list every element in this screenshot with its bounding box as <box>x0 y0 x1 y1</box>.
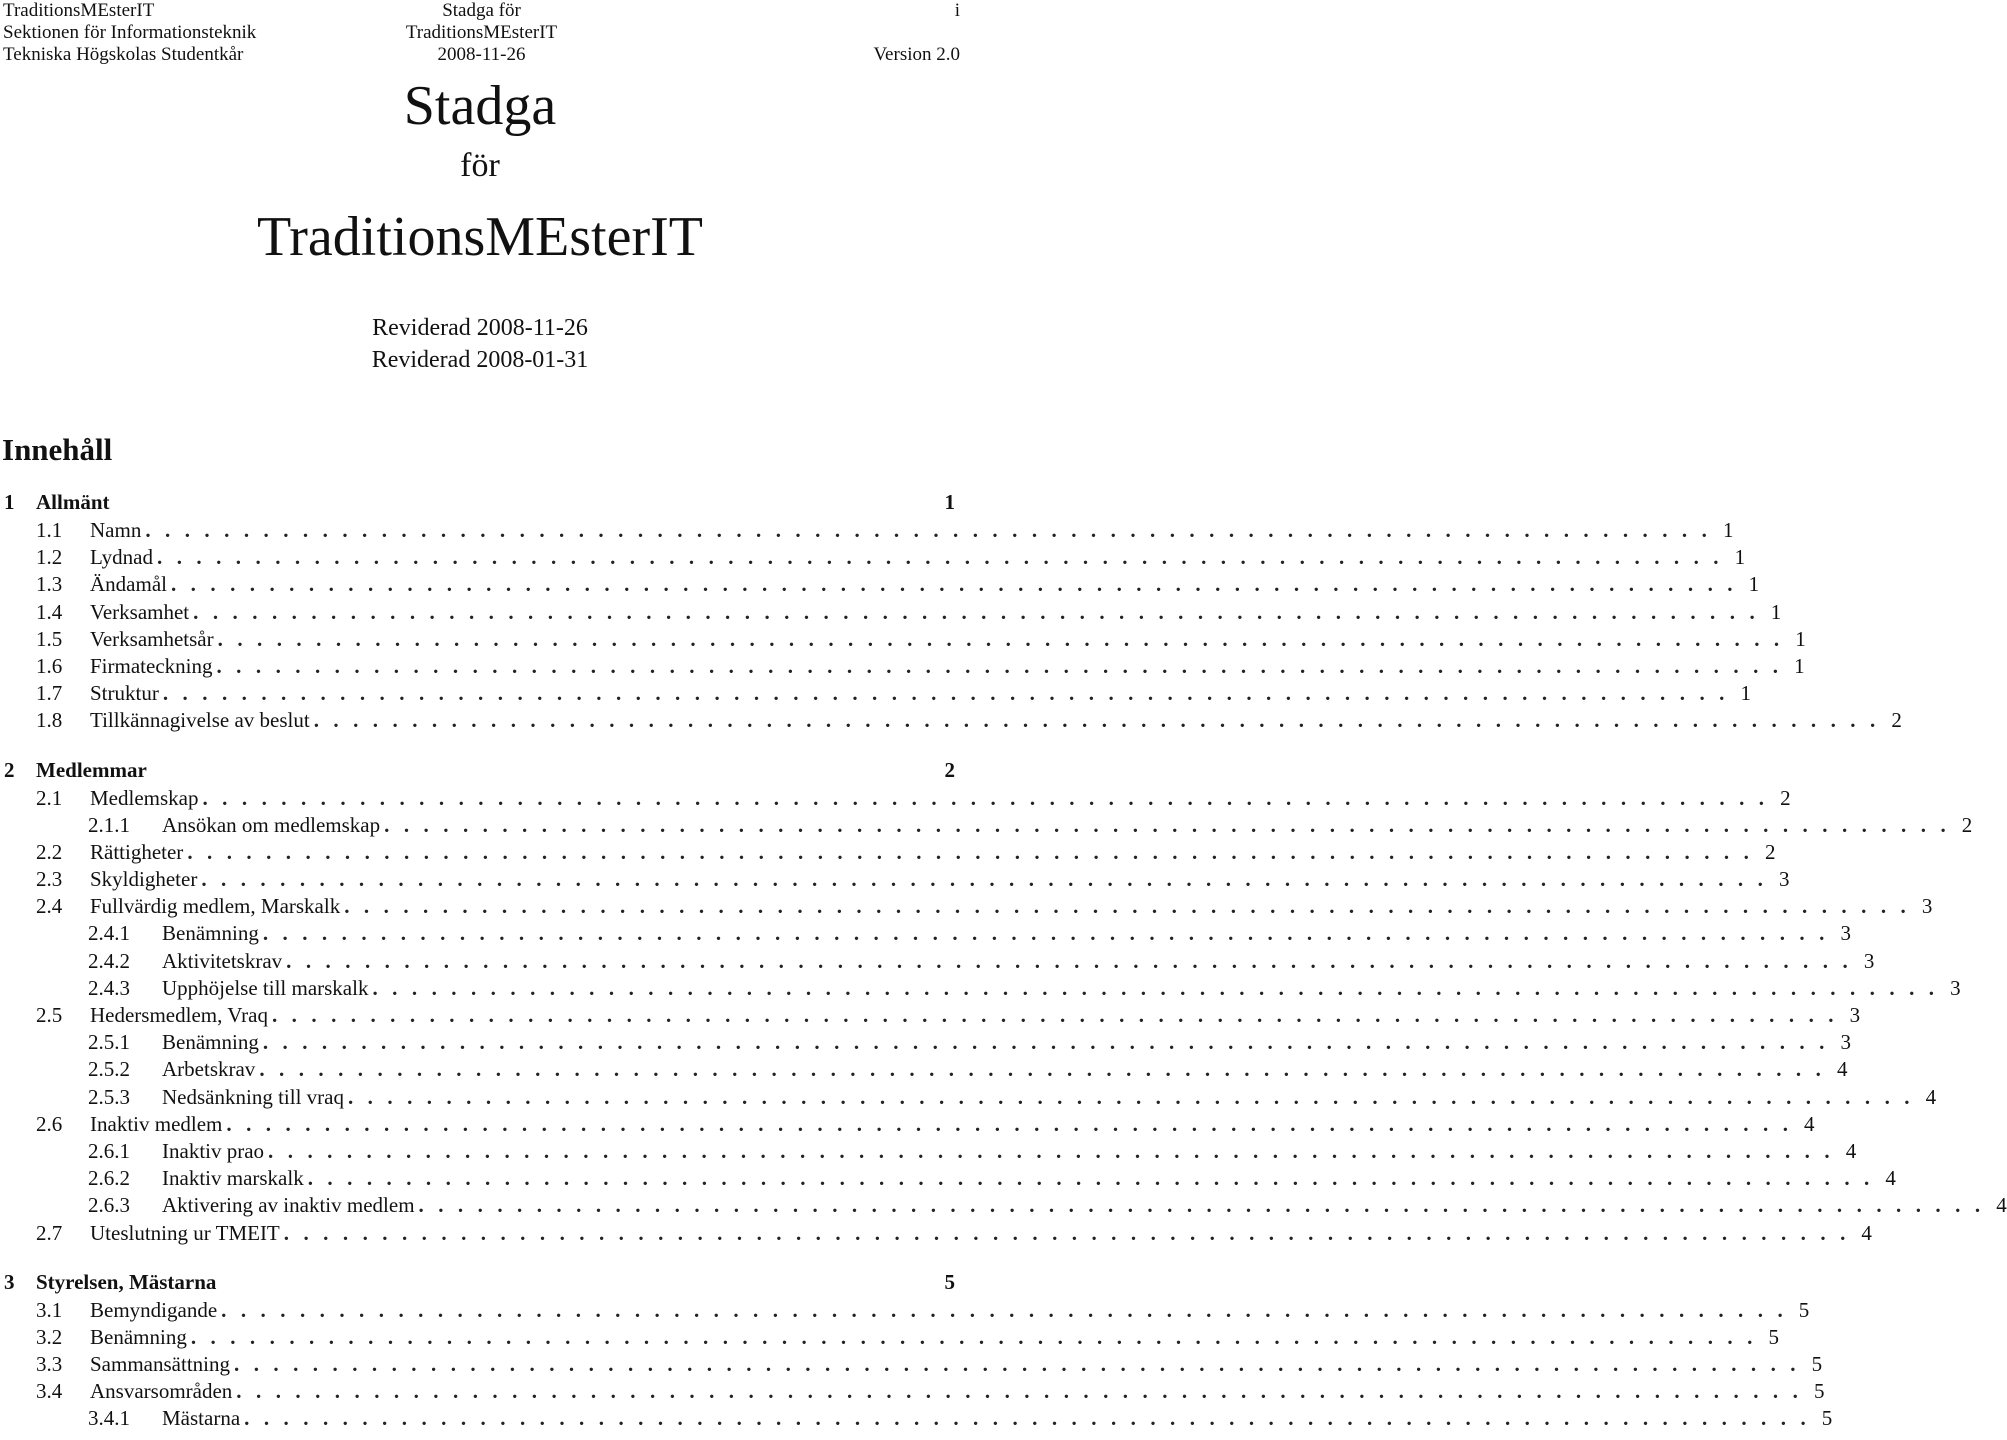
doc-title-for: för <box>460 147 500 184</box>
toc-entry-title: Fullvärdig medlem, Marskalk <box>90 894 341 919</box>
toc-dot-leader: . . . . . . . . . . . . . . . . . . . . . . . . . . . . . . . . . . . . . . . . . . . . . . . . . . . . . . . . . . . . . . . . . . . . . . . . . . . . . . . . <box>202 785 1769 810</box>
toc-entry-number: 2.3 <box>36 867 63 892</box>
toc-entry-page: 1 <box>1748 572 1760 597</box>
toc-entry[interactable] <box>4 812 1973 840</box>
toc-dot-leader: . . . . . . . . . . . . . . . . . . . . . . . . . . . . . . . . . . . . . . . . . . . . . . . . . . . . . . . . . . . . . . . . . . . . . . . . . . . . . . . . <box>344 894 1911 919</box>
toc-dot-leader: . . . . . . . . . . . . . . . . . . . . . . . . . . . . . . . . . . . . . . . . . . . . . . . . . . . . . . . . . . . . . . . . . . . . . . . . . . . . . . . . <box>307 1166 1874 1191</box>
toc-dot-leader: . . . . . . . . . . . . . . . . . . . . . . . . . . . . . . . . . . . . . . . . . . . . . . . . . . . . . . . . . . . . . . . . . . . . . . . . . . . . . . . . <box>170 572 1738 597</box>
toc-entry-page: 1 <box>1740 681 1751 706</box>
toc-entry-number: 1.5 <box>36 626 63 651</box>
toc-entry-title: Benämning <box>162 1030 259 1055</box>
toc-entry-number: 1.8 <box>36 708 63 733</box>
toc-entry-page: 3 <box>1849 1003 1861 1027</box>
toc-entry-title: Benämning <box>90 1324 187 1349</box>
toc-dot-leader: . . . . . . . . . . . . . . . . . . . . . . . . . . . . . . . . . . . . . . . . . . . . . . . . . . . . . . . . . . . . . . . . . . . . . . . . . . . . . . . . <box>145 518 1712 542</box>
table-of-contents <box>4 490 2007 1434</box>
toc-entry[interactable] <box>4 708 1902 735</box>
toc-gap <box>4 1248 955 1270</box>
toc-entry-number: 2.1 <box>36 785 63 810</box>
toc-entry-title: Inaktiv prao <box>162 1138 265 1163</box>
toc-entry-page: 3 <box>1840 921 1851 946</box>
toc-entry[interactable] <box>4 1297 1810 1325</box>
doc-title-org: TraditionsMEsterIT <box>257 206 703 268</box>
revision-date-2: Reviderad 2008-01-31 <box>371 347 589 373</box>
toc-section-number: 3 <box>4 1269 15 1294</box>
toc-dot-leader: . . . . . . . . . . . . . . . . . . . . . . . . . . . . . . . . . . . . . . . . . . . . . . . . . . . . . . . . . . . . . . . . . . . . . . . . . . . . . . . . <box>313 708 1880 733</box>
toc-entry[interactable] <box>4 1324 1779 1352</box>
header-row-1 <box>3 0 960 22</box>
toc-entry[interactable] <box>4 1138 1857 1166</box>
toc-entry-page: 4 <box>1885 1166 1896 1191</box>
toc-entry-title: Verksamhet <box>90 599 190 624</box>
header-date: 2008-11-26 <box>437 44 526 65</box>
toc-heading: Innehåll <box>2 432 113 467</box>
toc-entry-page: 2 <box>1961 812 1973 837</box>
toc-dot-leader: . . . . . . . . . . . . . . . . . . . . . . . . . . . . . . . . . . . . . . . . . . . . . . . . . . . . . . . . . . . . . . . . . . . . . . . . . . . . . . . . <box>286 948 1853 973</box>
toc-entry[interactable] <box>4 948 1875 976</box>
toc-entry-page: 4 <box>1804 1111 1815 1136</box>
toc-dot-leader: . . . . . . . . . . . . . . . . . . . . . . . . . . . . . . . . . . . . . . . . . . . . . . . . . . . . . . . . . . . . . . . . . . . . . . . . . . . . . . . . <box>216 653 1783 678</box>
toc-entry-page: 3 <box>1950 975 1961 1000</box>
toc-dot-leader: . . . . . . . . . . . . . . . . . . . . . . . . . . . . . . . . . . . . . . . . . . . . . . . . . . . . . . . . . . . . . . . . . . . . . . . . . . . . . . . . <box>271 1003 1839 1027</box>
toc-entry-page: 5 <box>1798 1297 1810 1322</box>
toc-entry[interactable] <box>4 1379 1825 1406</box>
toc-entry-page: 5 <box>1768 1324 1779 1349</box>
toc-entry-page: 5 <box>1813 1379 1825 1404</box>
toc-entry-number: 2.5.1 <box>88 1030 130 1055</box>
toc-entry[interactable] <box>4 1003 1861 1030</box>
toc-entry-number: 2.5.2 <box>88 1057 130 1082</box>
toc-entry[interactable] <box>4 921 1851 948</box>
toc-entry[interactable] <box>4 518 1734 545</box>
toc-entry-title: Ändamål <box>90 572 167 597</box>
toc-entry-number: 2.5 <box>36 1003 63 1027</box>
toc-dot-leader: . . . . . . . . . . . . . . . . . . . . . . . . . . . . . . . . . . . . . . . . . . . . . . . . . . . . . . . . . . . . . . . . . . . . . . . . . . . . . . . . <box>217 626 1784 651</box>
toc-entry[interactable] <box>4 1193 2007 1220</box>
toc-entry-number: 2.1.1 <box>88 812 130 837</box>
toc-entry-number: 1.2 <box>36 545 63 570</box>
toc-entry[interactable] <box>4 545 1746 572</box>
toc-entry-number: 3.2 <box>36 1324 63 1349</box>
toc-entry-page: 4 <box>1996 1193 2007 1218</box>
toc-section-page: 1 <box>944 490 955 514</box>
toc-entry[interactable] <box>4 894 1933 921</box>
toc-section[interactable] <box>4 758 955 786</box>
toc-dot-leader: . . . . . . . . . . . . . . . . . . . . . . . . . . . . . . . . . . . . . . . . . . . . . . . . . . . . . . . . . . . . . . . . . . . . . . . . . . . . . . . . <box>236 1379 1803 1404</box>
toc-dot-leader: . . . . . . . . . . . . . . . . . . . . . . . . . . . . . . . . . . . . . . . . . . . . . . . . . . . . . . . . . . . . . . . . . . . . . . . . . . . . . . . . <box>283 1220 1850 1245</box>
toc-entry[interactable] <box>4 975 1961 1003</box>
toc-entry-number: 2.6 <box>36 1111 63 1136</box>
toc-entry-page: 4 <box>1845 1138 1857 1163</box>
header-doc-title: Stadga för <box>442 0 521 21</box>
toc-entry-number: 2.4.2 <box>88 948 130 973</box>
toc-entry-page: 1 <box>1722 518 1734 542</box>
toc-entry-number: 2.5.3 <box>88 1084 130 1109</box>
toc-entry-number: 2.6.3 <box>88 1193 130 1218</box>
toc-dot-leader: . . . . . . . . . . . . . . . . . . . . . . . . . . . . . . . . . . . . . . . . . . . . . . . . . . . . . . . . . . . . . . . . . . . . . . . . . . . . . . . . <box>157 545 1724 570</box>
toc-entry-title: Hedersmedlem, Vraq <box>90 1003 268 1027</box>
toc-gap <box>4 736 955 758</box>
toc-entry-page: 5 <box>1811 1352 1823 1377</box>
toc-entry-title: Aktivering av inaktiv medlem <box>162 1193 415 1218</box>
header-section: Sektionen för Informationsteknik <box>3 22 257 43</box>
toc-entry-number: 1.1 <box>36 518 63 542</box>
toc-entry-title: Bemyndigande <box>90 1297 218 1322</box>
toc-entry[interactable] <box>4 1406 1833 1433</box>
header-union: Tekniska Högskolas Studentkår <box>3 44 244 65</box>
toc-entry-number: 2.6.2 <box>88 1166 130 1191</box>
toc-entry-title: Namn <box>90 518 142 542</box>
header-row-2 <box>3 22 960 44</box>
toc-entry[interactable] <box>4 785 1791 813</box>
toc-entry[interactable] <box>4 572 1760 599</box>
toc-section-title: Styrelsen, Mästarna <box>36 1269 217 1294</box>
toc-entry[interactable] <box>4 1352 1823 1379</box>
toc-entry-page: 4 <box>1836 1057 1848 1082</box>
toc-dot-leader: . . . . . . . . . . . . . . . . . . . . . . . . . . . . . . . . . . . . . . . . . . . . . . . . . . . . . . . . . . . . . . . . . . . . . . . . . . . . . . . . <box>244 1406 1811 1431</box>
toc-entry-title: Firmateckning <box>90 653 213 678</box>
header-row-3 <box>3 44 960 66</box>
toc-entry-title: Ansvarsområden <box>90 1379 233 1404</box>
title-block <box>0 74 960 272</box>
toc-entry-title: Nedsänkning till vraq <box>162 1084 344 1109</box>
toc-entry-number: 3.3 <box>36 1352 63 1377</box>
toc-entry-title: Verksamhetsår <box>90 626 214 651</box>
toc-entry[interactable] <box>4 626 1806 654</box>
header-version: Version 2.0 <box>873 44 960 65</box>
toc-entry-page: 3 <box>1921 894 1933 919</box>
toc-entry-number: 3.4 <box>36 1379 63 1404</box>
toc-entry-number: 3.4.1 <box>88 1406 130 1431</box>
toc-entry-title: Medlemskap <box>90 785 199 810</box>
toc-dot-leader: . . . . . . . . . . . . . . . . . . . . . . . . . . . . . . . . . . . . . . . . . . . . . . . . . . . . . . . . . . . . . . . . . . . . . . . . . . . . . . . . <box>262 1030 1829 1055</box>
toc-section[interactable] <box>4 490 955 518</box>
toc-dot-leader: . . . . . . . . . . . . . . . . . . . . . . . . . . . . . . . . . . . . . . . . . . . . . . . . . . . . . . . . . . . . . . . . . . . . . . . . . . . . . . . . <box>372 975 1939 1000</box>
toc-entry-title: Benämning <box>162 921 259 946</box>
toc-entry-title: Inaktiv medlem <box>90 1111 223 1136</box>
toc-entry-page: 4 <box>1861 1220 1872 1245</box>
toc-dot-leader: . . . . . . . . . . . . . . . . . . . . . . . . . . . . . . . . . . . . . . . . . . . . . . . . . . . . . . . . . . . . . . . . . . . . . . . . . . . . . . . . <box>262 921 1829 946</box>
toc-entry-number: 1.3 <box>36 572 63 597</box>
toc-entry[interactable] <box>4 839 1776 867</box>
header-doc-title-2: TraditionsMEsterIT <box>405 22 558 43</box>
toc-entry[interactable] <box>4 1166 1896 1193</box>
header-page-number: i <box>954 0 960 21</box>
revision-date-1: Reviderad 2008-11-26 <box>372 315 588 341</box>
toc-entry-page: 2 <box>1764 839 1776 864</box>
toc-dot-leader: . . . . . . . . . . . . . . . . . . . . . . . . . . . . . . . . . . . . . . . . . . . . . . . . . . . . . . . . . . . . . . . . . . . . . . . . . . . . . . . . <box>418 1193 1985 1218</box>
toc-entry-number: 2.7 <box>36 1220 63 1245</box>
toc-section-page: 5 <box>944 1269 955 1294</box>
toc-entry[interactable] <box>4 599 1782 627</box>
toc-entry-page: 1 <box>1770 599 1782 624</box>
toc-entry-page: 2 <box>1891 708 1902 733</box>
toc-dot-leader: . . . . . . . . . . . . . . . . . . . . . . . . . . . . . . . . . . . . . . . . . . . . . . . . . . . . . . . . . . . . . . . . . . . . . . . . . . . . . . . . <box>193 599 1760 624</box>
toc-dot-leader: . . . . . . . . . . . . . . . . . . . . . . . . . . . . . . . . . . . . . . . . . . . . . . . . . . . . . . . . . . . . . . . . . . . . . . . . . . . . . . . . <box>347 1084 1915 1109</box>
toc-dot-leader: . . . . . . . . . . . . . . . . . . . . . . . . . . . . . . . . . . . . . . . . . . . . . . . . . . . . . . . . . . . . . . . . . . . . . . . . . . . . . . . . <box>268 1138 1835 1163</box>
toc-section[interactable] <box>4 1270 955 1298</box>
toc-entry-number: 2.4 <box>36 894 63 919</box>
toc-entry[interactable] <box>4 1057 1848 1084</box>
toc-entry-title: Rättigheter <box>90 839 184 864</box>
toc-entry[interactable] <box>4 1084 1937 1112</box>
toc-section-title: Allmänt <box>36 490 110 514</box>
toc-dot-leader: . . . . . . . . . . . . . . . . . . . . . . . . . . . . . . . . . . . . . . . . . . . . . . . . . . . . . . . . . . . . . . . . . . . . . . . . . . . . . . . . <box>226 1111 1793 1136</box>
toc-entry-number: 3.1 <box>36 1297 63 1322</box>
toc-entry-number: 2.4.1 <box>88 921 130 946</box>
toc-entry-title: Arbetskrav <box>162 1057 256 1082</box>
toc-entry-number: 1.7 <box>36 681 63 706</box>
toc-entry[interactable] <box>4 1111 1815 1139</box>
toc-entry-number: 1.6 <box>36 653 63 678</box>
toc-entry-page: 1 <box>1795 626 1806 651</box>
toc-section-number: 2 <box>4 757 15 782</box>
toc-entry-title: Lydnad <box>90 545 153 570</box>
toc-entry-title: Inaktiv marskalk <box>162 1166 304 1191</box>
toc-entry-title: Skyldigheter <box>90 867 198 892</box>
toc-entry-title: Uteslutning ur TMEIT <box>90 1220 280 1245</box>
toc-section-page: 2 <box>944 757 955 782</box>
toc-entry[interactable] <box>4 1030 1851 1057</box>
toc-dot-leader: . . . . . . . . . . . . . . . . . . . . . . . . . . . . . . . . . . . . . . . . . . . . . . . . . . . . . . . . . . . . . . . . . . . . . . . . . . . . . . . . <box>201 867 1768 892</box>
toc-entry-title: Sammansättning <box>90 1352 230 1377</box>
toc-entry-page: 3 <box>1863 948 1875 973</box>
running-header <box>3 0 960 66</box>
toc-dot-leader: . . . . . . . . . . . . . . . . . . . . . . . . . . . . . . . . . . . . . . . . . . . . . . . . . . . . . . . . . . . . . . . . . . . . . . . . . . . . . . . . <box>162 681 1729 706</box>
toc-entry[interactable] <box>4 867 1790 894</box>
toc-entry-page: 3 <box>1778 867 1790 892</box>
header-org: TraditionsMEsterIT <box>3 0 155 21</box>
toc-entry-page: 2 <box>1780 785 1791 810</box>
toc-section-title: Medlemmar <box>36 757 147 782</box>
doc-title: Stadga <box>403 75 557 137</box>
toc-entry-number: 2.6.1 <box>88 1138 130 1163</box>
toc-entry-number: 2.4.3 <box>88 975 130 1000</box>
toc-entry-number: 1.4 <box>36 599 63 624</box>
toc-entry-page: 3 <box>1840 1030 1851 1055</box>
toc-entry[interactable] <box>4 1220 1872 1248</box>
toc-entry-title: Upphöjelse till marskalk <box>162 975 369 1000</box>
toc-dot-leader: . . . . . . . . . . . . . . . . . . . . . . . . . . . . . . . . . . . . . . . . . . . . . . . . . . . . . . . . . . . . . . . . . . . . . . . . . . . . . . . . <box>190 1324 1757 1349</box>
toc-dot-leader: . . . . . . . . . . . . . . . . . . . . . . . . . . . . . . . . . . . . . . . . . . . . . . . . . . . . . . . . . . . . . . . . . . . . . . . . . . . . . . . . <box>384 812 1951 837</box>
toc-entry[interactable] <box>4 653 1805 681</box>
toc-entry-title: Struktur <box>90 681 159 706</box>
toc-entry-title: Ansökan om medlemskap <box>162 812 381 837</box>
toc-section-number: 1 <box>4 490 15 514</box>
toc-entry[interactable] <box>4 681 1751 708</box>
toc-entry-page: 1 <box>1794 653 1805 678</box>
toc-dot-leader: . . . . . . . . . . . . . . . . . . . . . . . . . . . . . . . . . . . . . . . . . . . . . . . . . . . . . . . . . . . . . . . . . . . . . . . . . . . . . . . . <box>259 1057 1826 1082</box>
toc-dot-leader: . . . . . . . . . . . . . . . . . . . . . . . . . . . . . . . . . . . . . . . . . . . . . . . . . . . . . . . . . . . . . . . . . . . . . . . . . . . . . . . . <box>221 1297 1788 1322</box>
toc-entry-page: 4 <box>1925 1084 1937 1109</box>
toc-entry-page: 5 <box>1821 1406 1833 1431</box>
toc-entry-number: 2.2 <box>36 839 63 864</box>
toc-entry-title: Mästarna <box>162 1406 241 1431</box>
toc-dot-leader: . . . . . . . . . . . . . . . . . . . . . . . . . . . . . . . . . . . . . . . . . . . . . . . . . . . . . . . . . . . . . . . . . . . . . . . . . . . . . . . . <box>234 1352 1801 1377</box>
toc-entry-title: Tillkännagivelse av beslut <box>90 708 310 733</box>
toc-entry-title: Aktivitetskrav <box>162 948 283 973</box>
toc-dot-leader: . . . . . . . . . . . . . . . . . . . . . . . . . . . . . . . . . . . . . . . . . . . . . . . . . . . . . . . . . . . . . . . . . . . . . . . . . . . . . . . . <box>187 839 1754 864</box>
toc-entry-page: 1 <box>1734 545 1746 570</box>
